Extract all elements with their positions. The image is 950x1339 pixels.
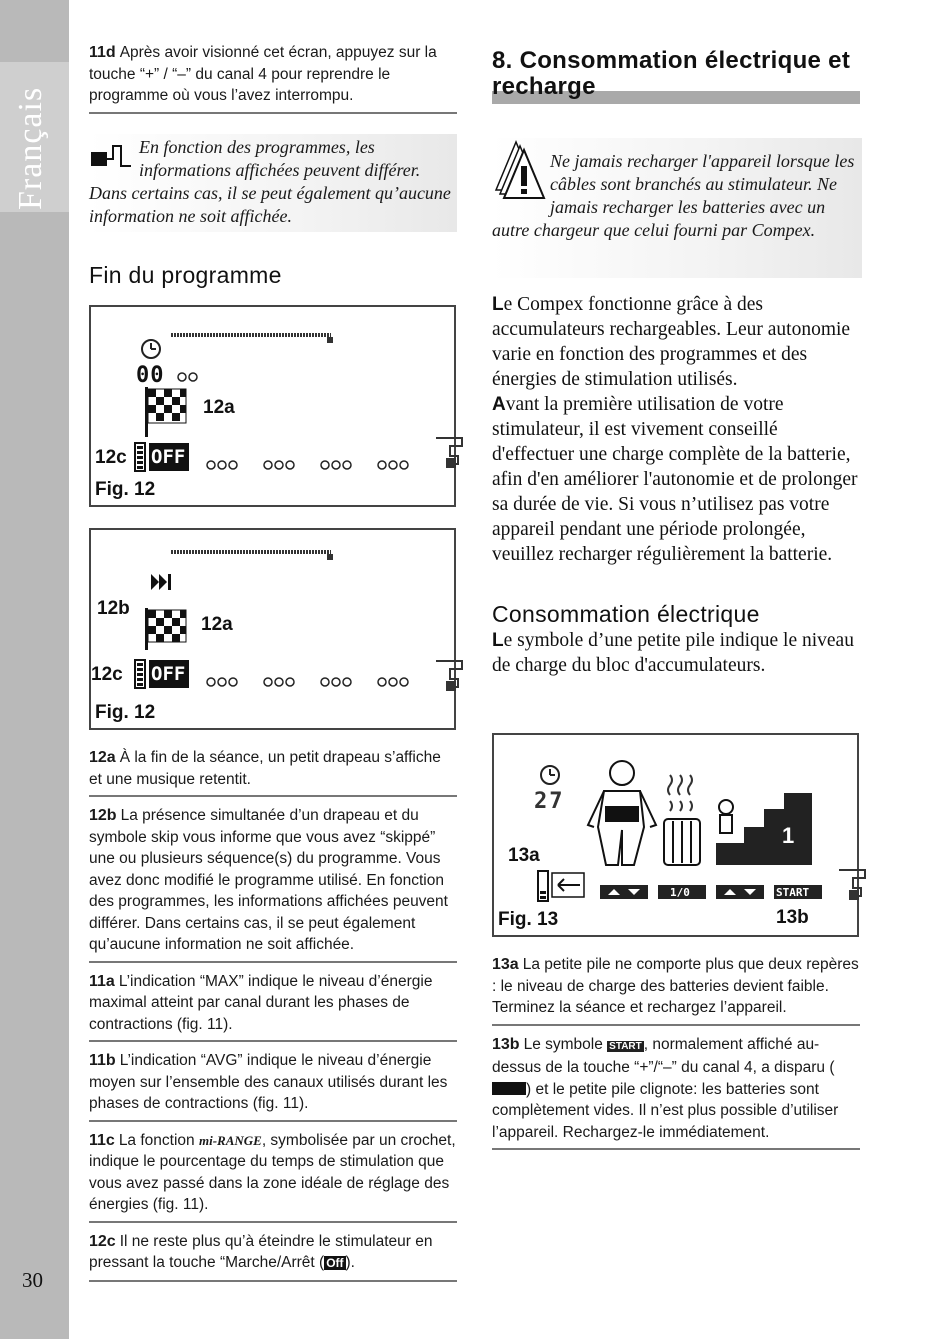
off-label: OFF: [151, 663, 186, 685]
lcd-graphics: [494, 735, 857, 935]
start-icon: START: [609, 1040, 642, 1052]
figure-12-end-screen: [89, 305, 456, 507]
label-12a: 12a: [203, 397, 235, 418]
section-title: 8. Consommation électrique et recharge: [492, 47, 851, 100]
label-13b: 13b: [776, 907, 809, 928]
off-label: OFF: [151, 446, 186, 468]
item-12c: 12c Il ne reste plus qu’à éteindre le stimulateur en pressant la touche “Marche/Arrêt ( Off ).: [89, 1229, 457, 1282]
item-12a: 12a À la fin de la séance, un petit drapeau s’affiche et une musique retentit.: [89, 745, 457, 797]
info-note: En fonction des programmes, les informations affichées peuvent différer. Dans certains cas, il se peut également qu’aucune information ne soit affichée.: [89, 134, 457, 232]
start-button-label: START: [776, 886, 810, 899]
right-column: [492, 40, 862, 678]
warning-triangle-icon: [492, 140, 548, 200]
info-flag-icon: [89, 142, 137, 170]
device-connector-icon: [436, 659, 466, 695]
label-12c: 12c: [95, 447, 127, 468]
checkered-flag-icon: [145, 387, 186, 437]
fin-programme-title: Fin du programme: [89, 261, 282, 288]
item-12b: 12b La présence simultanée d’un drapeau et du symbole skip vous informe que vous avez “skippé” une ou plusieurs séquence(s) du programme. Vous avez donc modifié le programme utilisé. En fonction des programmes, les informations affichées peuvent différer. Dans certains cas, il se peut également qu’aucune information ne soit affichée.: [89, 803, 457, 963]
label-12c: 12c: [91, 664, 123, 685]
section-8-header: [492, 40, 862, 100]
figure-caption: Fig. 12: [95, 702, 156, 723]
warning-note: Ne jamais recharger l'appareil lorsque les câbles sont branchés au stimulateur. Ne jamais recharger les batteries avec un autre chargeur que celui fourni par Compex.: [492, 138, 862, 278]
figure-13-battery-screen: [492, 733, 859, 937]
device-connector-icon: [436, 436, 466, 472]
figure-caption: Fig. 13: [498, 909, 559, 930]
item-code: 11d: [89, 44, 116, 61]
off-button-icon: Off: [326, 1256, 344, 1270]
left-column: [89, 40, 457, 289]
right-items: [492, 952, 860, 1156]
time-display: 27: [534, 789, 565, 814]
language-label: Français: [12, 86, 49, 210]
time-display: 00: [136, 363, 165, 388]
label-12a: 12a: [201, 614, 233, 635]
item-11d: [89, 40, 457, 114]
checkered-flag-icon: [145, 608, 186, 650]
item-11b: 11b L’indication “AVG” indique le niveau d’énergie moyen sur l’ensemble des canaux utilisés durant les phases de contractions (fig. 11).: [89, 1048, 457, 1122]
skip-icon: [151, 574, 171, 590]
label-13a: 13a: [508, 845, 540, 866]
figure-12-skip-screen: [89, 528, 456, 730]
io-button-label: 1/0: [670, 886, 690, 899]
level-stairs-icon: [716, 793, 812, 865]
device-connector-icon: [839, 868, 869, 904]
heat-waves-icon: [668, 775, 692, 811]
item-13a: 13a La petite pile ne comporte plus que deux repères : le niveau de charge des batteries devient faible. Terminez la séance et rechargez l’appareil.: [492, 952, 860, 1026]
lcd-graphics: [91, 530, 454, 728]
blank-button-icon: [492, 1082, 526, 1095]
body-figure-icon: [588, 761, 656, 865]
level-number: 1: [782, 823, 795, 848]
item-11c: 11c La fonction mi-RANGE, symbolisée par un crochet, indique le pourcentage du temps de stimulation que vous avez passé dans la zone idéale de réglage des énergies (fig. 11).: [89, 1128, 457, 1223]
lcd-graphics: [91, 307, 454, 505]
page-number: 30: [22, 1268, 43, 1292]
item-13b: 13b Le symbole START , normalement affiché au-dessus de la touche “+”/“–” du canal 4, a disparu () et le petite pile clignote: les batteries sont complètement vides. Il n’est plus possible d’utiliser l’appareil. Rechargez-le immédiatement.: [492, 1032, 860, 1151]
paragraph-first-use: Avant la première utilisation de votre stimulateur, il est vivement conseillé d'effectuer une charge complète de la batterie, afin d'en améliorer l'autonomie et de prolonger sa durée de vie. Si vous n’utilisez pas votre appareil pendant une période prolongée, veuillez recharger régulièrement la batterie.: [492, 394, 858, 565]
mi-range-logo: mi-RANGE: [198, 1132, 262, 1148]
figure-caption: Fig. 12: [95, 479, 156, 500]
left-items: [89, 745, 457, 1288]
paragraph-intro: Le Compex fonctionne grâce à des accumulateurs rechargeables. Leur autonomie varie en fonction des programmes et des énergies de stimulation utilisés.: [492, 294, 851, 390]
paragraph-battery: Le symbole d’une petite pile indique le niveau de charge du bloc d'accumulateurs.: [492, 630, 854, 676]
radiator-icon: [664, 819, 700, 865]
consommation-subtitle: Consommation électrique: [492, 601, 760, 627]
item-11a: 11a L’indication “MAX” indique le niveau d’énergie maximal atteint par canal durant les phases de contractions (fig. 11).: [89, 969, 457, 1043]
label-12b: 12b: [97, 598, 130, 619]
item-text: Après avoir visionné cet écran, appuyez sur la touche “+” / “–” du canal 4 pour reprendre le programme où vous l’avez interrompu.: [89, 44, 437, 104]
